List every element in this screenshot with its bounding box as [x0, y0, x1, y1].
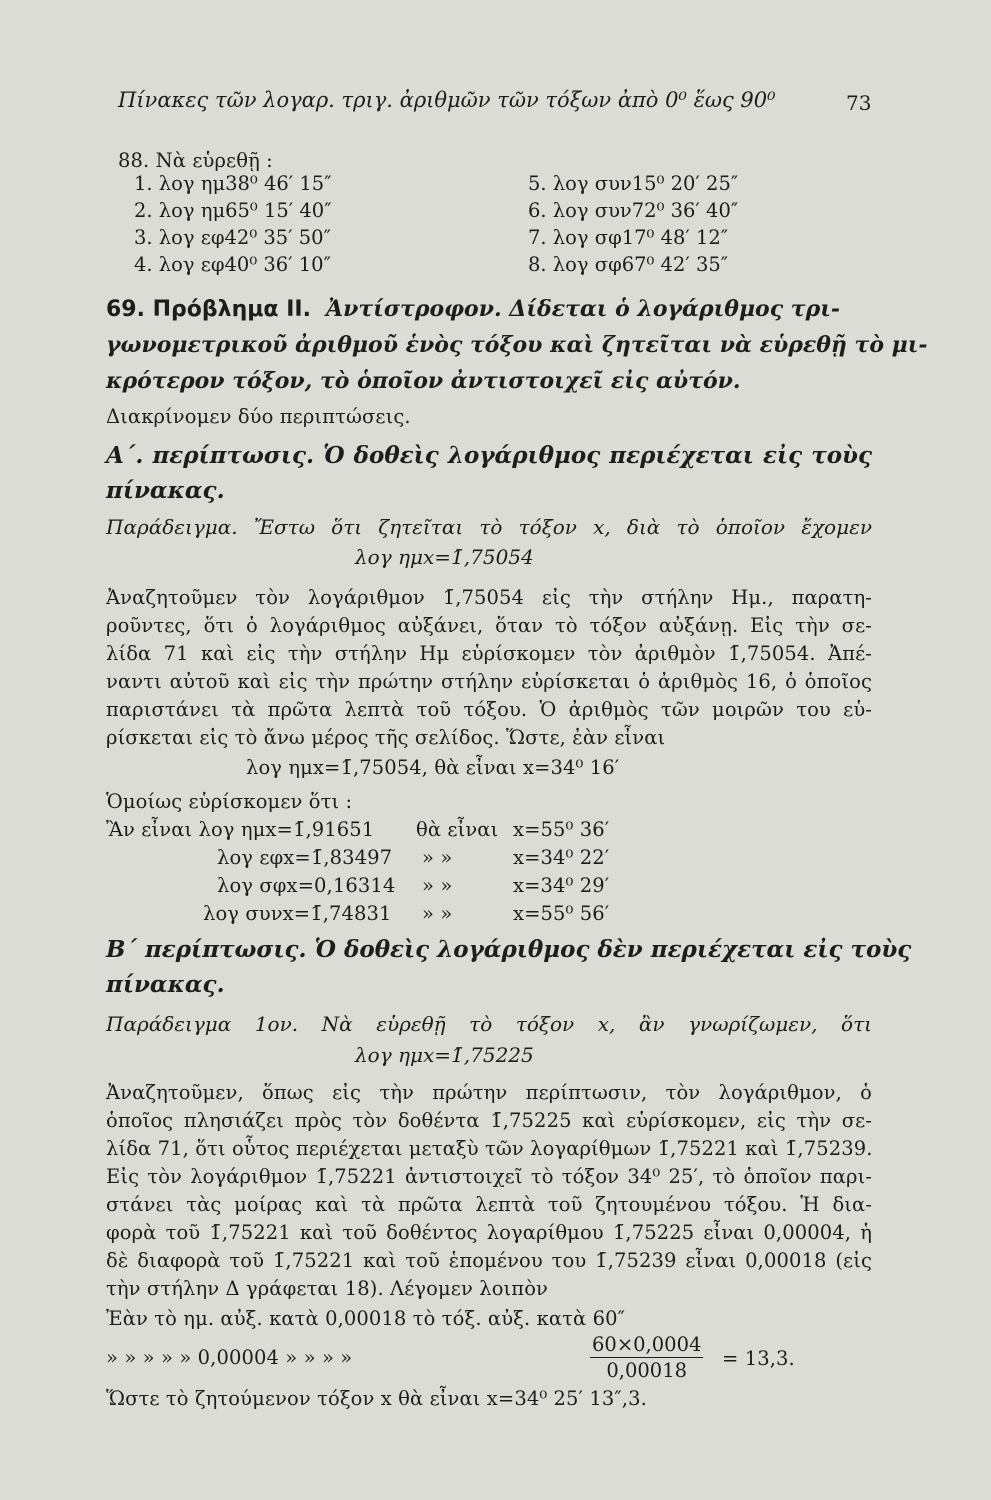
similarly-line: Ὁμοίως εὑρίσκομεν ὅτι : — [106, 790, 353, 813]
exercise-item: 8. λογ σφ67⁰ 42′ 35″ — [528, 253, 729, 276]
problem-statement-line: Ἀντίστροφον. Δίδεται ὁ λογάριθμος τρι- — [326, 296, 840, 322]
paragraph-line: δὲ διαφορὰ τοῦ 1̄,75221 καὶ τοῦ ἑπομένου του 1̄,75239 εἶναι 0,00018 (εἰς — [106, 1249, 872, 1272]
case-a-result: λογ ημx=1̄,75054, θὰ εἶναι x=34⁰ 16′ — [246, 756, 620, 779]
paragraph-line: Ἀναζητοῦμεν, ὅπως εἰς τὴν πρώτην περίπτωσιν, τὸν λογάριθμον, ὁ — [106, 1081, 872, 1104]
case-b-example: Παράδειγμα 1ον. Νὰ εὑρεθῇ τὸ τόξον x, ἂν γνωρίζωμεν, ὅτι — [106, 1012, 872, 1036]
case-b-formula: λογ ημx=1̄,75225 — [355, 1043, 534, 1067]
case-b-heading-cont: πίνακας. — [106, 971, 225, 998]
case-a-heading-cont: πίνακας. — [106, 477, 225, 504]
paragraph-line: τὴν στήλην Δ γράφεται 18). Λέγομεν λοιπὸν — [106, 1277, 549, 1300]
table-cell: x=55⁰ 36′ — [513, 818, 610, 841]
exercise-item: 6. λογ συν72⁰ 36′ 40″ — [528, 199, 739, 222]
table-cell: λογ συνx=1̄,74831 — [203, 902, 392, 925]
paragraph-line: Εἰς τὸν λογάριθμον 1̄,75221 ἀντιστοιχεῖ τὸ τόξον 34⁰ 25′, τὸ ὁποῖον παρι- — [106, 1165, 872, 1188]
case-a-example: Παράδειγμα. Ἔστω ὅτι ζητεῖται τὸ τόξον x, διὰ τὸ ὁποῖον ἔχομεν — [106, 515, 872, 539]
exercise-item: 7. λογ σφ17⁰ 48′ 12″ — [528, 226, 729, 249]
paragraph-line: στάνει τὰς μοίρας καὶ τὰ πρῶτα λεπτὰ τοῦ ζητουμένου τόξου. Ἡ δια- — [106, 1193, 872, 1216]
exercise-left-column — [134, 170, 331, 278]
case-b-heading: Β΄ περίπτωσις. Ὁ δοθεὶς λογάριθμος δὲν περιέχεται εἰς τοὺς — [106, 936, 912, 963]
proportion-line: Ἐὰν τὸ ημ. αὐξ. κατὰ 0,00018 τὸ τόξ. αὐξ. κατὰ 60″ — [106, 1307, 625, 1330]
exercise-intro: 88. Νὰ εὑρεθῇ : — [118, 149, 273, 172]
paragraph-line: παριστάνει τὰ πρῶτα λεπτὰ τοῦ τόξου. Ὁ ἀριθμὸς τῶν μοιρῶν του εὑ- — [106, 698, 872, 721]
table-cell: » » — [422, 846, 453, 869]
exercise-item: 5. λογ συν15⁰ 20′ 25″ — [528, 172, 739, 195]
fraction-numerator: 60×0,0004 — [592, 1333, 702, 1356]
paragraph-line: Ἀναζητοῦμεν τὸν λογάριθμον 1̄,75054 εἰς τὴν στήλην Ημ., παρατη- — [106, 586, 872, 609]
table-cell: λογ σφx=0,16314 — [217, 874, 396, 897]
fraction-denominator: 0,00018 — [606, 1359, 688, 1382]
table-cell: x=34⁰ 29′ — [513, 874, 610, 897]
paragraph-line: ροῦντες, ὅτι ὁ λογάριθμος αὐξάνει, ὅταν τὸ τόξον αὐξάνῃ. Εἰς τὴν σε- — [106, 614, 872, 637]
paragraph-line: φορὰ τοῦ 1̄,75221 καὶ τοῦ δοθέντος λογαρίθμου 1̄,75225 εἶναι 0,00004, ἡ — [106, 1221, 872, 1244]
exercise-item: 1. λογ ημ38⁰ 46′ 15″ — [134, 172, 332, 195]
table-cell: x=34⁰ 22′ — [513, 846, 610, 869]
problem-statement-line: κρότερον τόξον, τὸ ὁποῖον ἀντιστοιχεῖ εἰς αὐτόν. — [106, 368, 741, 394]
problem-first-line — [106, 296, 840, 322]
table-cell: θὰ εἶναι — [416, 818, 499, 841]
cases-intro: Διακρίνομεν δύο περιπτώσεις. — [106, 405, 411, 428]
table-cell: » » — [422, 902, 453, 925]
table-cell: x=55⁰ 56′ — [513, 902, 610, 925]
proportion-line: » » » » » 0,00004 » » » » — [106, 1346, 353, 1369]
fraction-result: = 13,3. — [722, 1347, 795, 1370]
exercise-right-column — [528, 170, 738, 278]
conclusion-line: Ὥστε τὸ ζητούμενον τόξον x θὰ εἶναι x=34⁰ 25′ 13″,3. — [106, 1387, 647, 1410]
problem-statement-line: γωνομετρικοῦ ἀριθμοῦ ἑνὸς τόξου καὶ ζητεῖται νὰ εὑρεθῇ τὸ μι- — [106, 332, 928, 358]
table-row — [106, 818, 374, 841]
paragraph-line: ὁποῖος πλησιάζει πρὸς τὸν δοθέντα 1̄,75225 καὶ εὑρίσκομεν, εἰς τὴν σε- — [106, 1109, 872, 1132]
table-cell: » » — [422, 874, 453, 897]
page-number: 73 — [846, 91, 872, 115]
case-a-heading: Α΄. περίπτωσις. Ὁ δοθεὶς λογάριθμος περιέχεται εἰς τοὺς — [106, 442, 872, 469]
exercise-item: 3. λογ εφ42⁰ 35′ 50″ — [134, 226, 331, 249]
exercise-item: 2. λογ ημ65⁰ 15′ 40″ — [134, 199, 332, 222]
running-title: Πίνακες τῶν λογαρ. τριγ. ἀριθμῶν τῶν τόξων ἀπὸ 0⁰ ἕως 90⁰ — [118, 88, 776, 112]
paragraph-line: λίδα 71 καὶ εἰς τὴν στήλην Ημ εὑρίσκομεν τὸν ἀριθμὸν 1̄,75054. Ἀπέ- — [106, 642, 872, 665]
fraction — [590, 1333, 703, 1382]
table-cell: λογ εφx=1̄,83497 — [217, 846, 393, 869]
paragraph-line: ρίσκεται εἰς τὸ ἄνω μέρος τῆς σελίδος. Ὥστε, ἐὰν εἶναι — [106, 726, 666, 749]
exercise-item: 4. λογ εφ40⁰ 36′ 10″ — [134, 253, 331, 276]
paragraph-line: ναντι αὐτοῦ καὶ εἰς τὴν πρώτην στήλην εὑρίσκεται ὁ ἀριθμὸς 16, ὁ ὁποῖος — [106, 670, 872, 693]
table-cell: Ἂν εἶναι λογ ημx=1̄,91651 — [106, 818, 375, 841]
problem-label: 69. Πρόβλημα ΙΙ. — [106, 297, 311, 322]
case-a-formula: λογ ημx=1̄,75054 — [355, 545, 534, 569]
paragraph-line: λίδα 71, ὅτι οὗτος περιέχεται μεταξὺ τῶν λογαρίθμων 1̄,75221 καὶ 1̄,75239. — [106, 1137, 873, 1160]
